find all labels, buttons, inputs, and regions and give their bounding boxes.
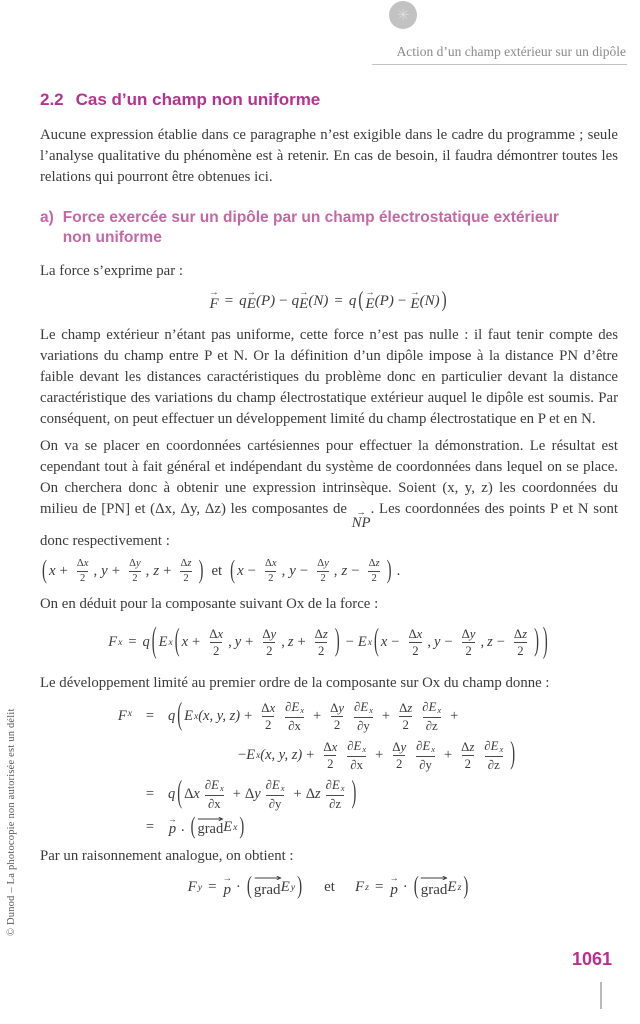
math-token: − (351, 563, 360, 580)
subsection-heading (40, 208, 618, 248)
rhs (168, 700, 462, 734)
paren: ( (246, 873, 252, 901)
math-token: + (163, 563, 172, 580)
paren: ) (198, 556, 204, 586)
vector-E: → E (299, 287, 309, 312)
subscript: x (168, 637, 173, 649)
math-token: z (341, 563, 348, 580)
math-token: = (334, 293, 343, 310)
math-token: − (299, 563, 309, 580)
math-token: y (433, 634, 441, 651)
vector-E: → E (410, 287, 420, 312)
math-token: q (168, 708, 176, 725)
math-token: = (128, 634, 137, 651)
fraction: $\frac{\Delta y}{2}$ (330, 700, 345, 733)
paren: ) (510, 737, 516, 772)
paren: ) (297, 873, 303, 901)
formula-fx-difference (40, 621, 618, 662)
lhs: F x (117, 708, 132, 725)
math-token: + (111, 563, 121, 580)
fraction: $\frac{\Delta z}{2}$ (368, 558, 380, 585)
math-token: q (239, 293, 247, 310)
paragraph-intro: Aucune expression établie dans ce paragraphe n’est exigible dans le cadre du programme ; seule l’analyse qualitative du phénomène est à retenir. En cas de besoin, il faudra démontrer toutes les relations qui pourront être obtenues ici. (40, 127, 618, 185)
derivation-row-3 (86, 778, 618, 812)
fraction: $\frac{\Delta y}{2}$ (317, 558, 329, 585)
formula-fz (354, 873, 470, 901)
math-token: , (228, 634, 232, 651)
equals: = (145, 818, 155, 835)
math-token: y (234, 634, 242, 651)
math-token: , (281, 563, 286, 580)
fraction: $\frac{\partial Ex}{\partial x}$ (347, 738, 367, 772)
math-token: E (447, 879, 457, 896)
math-token: + (312, 708, 322, 725)
paren: ( (151, 621, 157, 662)
section-title: Cas d’un champ non uniforme (75, 90, 321, 109)
fraction: $\frac{\Delta z}{2}$ (180, 558, 192, 585)
math-token: F (108, 634, 118, 651)
math-token: − (391, 634, 400, 651)
math-token: F (187, 879, 197, 896)
vector-arrow-icon: → (299, 287, 309, 298)
math-token: = (224, 293, 234, 310)
fraction: $\frac{\partial Ex}{\partial z}$ (422, 699, 442, 734)
text-run: . Les coordonnées des points P et N sont donc respectivement : (40, 500, 618, 550)
fraction: $\frac{\partial Ex}{\partial y}$ (265, 777, 285, 811)
subscript: z (365, 882, 369, 894)
subscript: x (193, 711, 199, 723)
fraction: $\frac{\Delta x}{2}$ (76, 558, 89, 585)
math-token: z (153, 563, 160, 580)
subscript: x (233, 821, 238, 833)
equals: = (145, 708, 155, 725)
paren: ( (373, 624, 379, 659)
paragraph-coordinates (40, 436, 618, 553)
math-token: + (245, 634, 254, 651)
fraction: $\frac{\Delta x}{2}$ (265, 558, 277, 585)
math-token: x (237, 563, 244, 580)
math-token: , (281, 634, 285, 651)
fraction: $\frac{\partial Ex}{\partial y}$ (354, 699, 373, 734)
vector-arrow-icon: → (168, 813, 177, 824)
math-token: + (192, 634, 201, 651)
paren: ) (334, 624, 340, 659)
math-token: , (427, 634, 431, 651)
vector-arrow-icon: → (365, 287, 375, 298)
vector-arrow-icon: ⟶ (420, 873, 449, 884)
subscript: z (457, 882, 462, 894)
vector-arrow-icon: ⟶ (253, 873, 282, 884)
paren: ( (177, 776, 183, 811)
fraction: $\frac{\Delta z}{2}$ (399, 700, 413, 733)
math-token: , (145, 563, 150, 580)
paragraph-analogy: Par un raisonnement analogue, on obtient : (40, 847, 294, 864)
math-token: + (244, 708, 253, 725)
paren: ( (190, 812, 196, 840)
page-edge-mark (600, 982, 602, 1009)
math-token: Δ (305, 786, 316, 803)
math-token: + (232, 786, 241, 803)
fraction: $\frac{\partial Ex}{\partial x}$ (285, 699, 304, 734)
math-token: Δ (184, 786, 194, 803)
rhs (168, 812, 246, 840)
math-token: . (180, 818, 185, 835)
paren: ) (351, 776, 357, 811)
math-token: z (315, 786, 321, 803)
math-token: x (193, 786, 200, 803)
math-token: F (354, 879, 365, 896)
vector-arrow-icon: → (222, 873, 232, 884)
derivation-row-1 (86, 700, 618, 734)
fraction: $\frac{\Delta x}{2}$ (209, 626, 224, 659)
math-token: + (59, 563, 68, 580)
math-token: E (158, 634, 168, 651)
math-token: y (101, 563, 108, 580)
math-token: + (297, 634, 306, 651)
vector-grad: ⟶ grad (196, 813, 224, 838)
derivation-row-2 (238, 739, 618, 773)
page-number: 1061 (571, 949, 612, 969)
text-run: On va se placer en coordonnées cartésiennes pour effectuer la démonstration. Le résultat est cependant tout à fait général et indépendant du système de coordonnées dans lequel on se place. On cherchera donc à obtenir une expression intrinsèque. Soient (x, y, z) les coordonnées du milieu de [PN] et (Δx, Δy, Δz) les composantes de (40, 437, 618, 517)
math-token: et (324, 879, 335, 896)
math-token: + (306, 747, 315, 764)
fraction: $\frac{\Delta y}{2}$ (392, 739, 407, 772)
paragraph-force-intro: La force s’exprime par : (40, 262, 183, 279)
vector-p: → p (389, 873, 399, 898)
chapter-ornament-icon (389, 1, 417, 29)
math-token: + (443, 747, 453, 764)
math-token: (N) (419, 293, 440, 310)
subscript: x (256, 750, 261, 762)
math-token: q (142, 634, 150, 651)
fraction: $\frac{\Delta x}{2}$ (261, 700, 276, 733)
math-token: + (381, 708, 391, 725)
vector-F: → F (209, 287, 219, 312)
copyright-sidebar: © Dunod – La photocopie non autorisée est un délit (6, 708, 17, 936)
math-token: − (279, 293, 288, 310)
math-token: − (444, 634, 453, 651)
fraction: $\frac{\Delta y}{2}$ (129, 558, 141, 585)
fraction: $\frac{\Delta z}{2}$ (461, 739, 475, 772)
math-token: (x, y, z) (198, 708, 241, 725)
derivation-row-4 (86, 812, 618, 840)
formula-fy (187, 873, 305, 901)
paren: ) (534, 624, 539, 659)
vector-arrow-icon: → (246, 287, 256, 298)
paren: ( (358, 289, 364, 313)
vector-arrow-icon: → (389, 873, 399, 884)
subscript: x (367, 637, 372, 649)
subscript: y (290, 882, 296, 894)
subscript: x (118, 637, 123, 649)
fraction: $\frac{\Delta z}{2}$ (314, 626, 328, 659)
math-token: (N) (308, 293, 329, 310)
formula-point-coordinates (40, 558, 618, 586)
rhs (168, 778, 358, 812)
math-token: q (168, 786, 176, 803)
formula-force-vector (40, 287, 618, 313)
paren: ) (386, 556, 392, 586)
fraction: $\frac{\partial Ex}{\partial z}$ (484, 738, 504, 772)
math-token: , (333, 563, 338, 580)
subsection-label: a) (40, 209, 54, 226)
math-token: + (450, 708, 459, 725)
paren: ( (42, 556, 47, 586)
math-token: et (211, 563, 223, 580)
math-token: x (48, 563, 56, 580)
vector-E: → E (246, 287, 256, 312)
math-token: = (208, 879, 217, 896)
math-token: q (291, 293, 300, 310)
fraction: $\frac{\partial Ex}{\partial z}$ (325, 777, 345, 811)
math-token: − (238, 747, 247, 764)
fraction: $\frac{\Delta y}{2}$ (262, 626, 277, 659)
math-token: (P) (374, 293, 394, 310)
math-token: E (184, 708, 193, 725)
vector-p: → p (168, 813, 177, 838)
math-token: (P) (255, 293, 276, 310)
shutter-icon: ✳ (396, 5, 410, 24)
math-token: x (380, 634, 388, 651)
math-token: (x, y, z) (260, 747, 303, 764)
paren: ) (239, 812, 245, 840)
math-token: , (480, 634, 485, 651)
paren: ( (413, 873, 419, 901)
math-token: z (287, 634, 294, 651)
math-token: E (280, 879, 290, 896)
math-token: q (348, 293, 357, 310)
equals: = (145, 786, 155, 803)
paren: ( (177, 698, 183, 733)
math-token: · (402, 879, 408, 896)
fraction: $\frac{\partial Ex}{\partial y}$ (416, 738, 435, 772)
math-token: − (345, 634, 354, 651)
math-token: , (93, 563, 98, 580)
formula-fy-fz (40, 873, 618, 901)
math-token: y (289, 563, 296, 580)
section-number: 2.2 (40, 90, 64, 109)
fraction: $\frac{\partial Ex}{\partial x}$ (204, 777, 224, 811)
math-token: z (487, 634, 493, 651)
math-token: E (357, 634, 367, 651)
paragraph-deduce: On en déduit pour la composante suivant Ox de la force : (40, 595, 379, 612)
vector-p: → p (222, 873, 232, 898)
running-header: Action d’un champ extérieur sur un dipôle (396, 44, 626, 59)
vector-E: → E (365, 287, 375, 312)
paren: ( (174, 624, 180, 659)
header-rule (372, 64, 627, 65)
vector-arrow-icon: ⟶ (196, 813, 224, 824)
vector-grad: ⟶ grad (253, 873, 282, 898)
paren: ) (441, 289, 447, 313)
paragraph-field: Le champ extérieur n’étant pas uniforme, cette force n’est pas nulle : il faut tenir compte des variations du champ entre P et N. Or la définition d’un dipôle impose à la distance PN d’être faible devant les distances caractéristiques du problème donc en particulier devant la distance caractéristique des variations du champ électrostatique extérieur auquel le dipôle est soumis. Par conséquent, on peut effectuer un développement limité du champ électrostatique en P et en N. (40, 326, 618, 427)
math-token: − (247, 563, 256, 580)
paren: ) (463, 873, 469, 901)
vector-arrow-icon: → (410, 287, 420, 298)
math-token: · (235, 879, 241, 896)
math-token: E (246, 747, 256, 764)
math-token: E (223, 818, 233, 835)
math-token: = (374, 879, 384, 896)
math-token: + (293, 786, 302, 803)
paragraph-expansion: Le développement limité au premier ordre de la composante sur Ox du champ donne : (40, 674, 550, 691)
paren: ( (230, 556, 236, 586)
subscript: y (197, 882, 203, 894)
fraction: $\frac{\Delta x}{2}$ (408, 626, 423, 659)
fraction: $\frac{\Delta y}{2}$ (461, 626, 476, 659)
math-token: x (181, 634, 188, 651)
subsection-title: Force exercée sur un dipôle par un champ électrostatique extérieur non uniforme (62, 209, 559, 246)
math-token: y (254, 786, 261, 803)
vector-NP: → NP (351, 506, 371, 531)
vector-arrow-icon: → (356, 506, 366, 517)
section-heading (40, 90, 618, 110)
math-token: + (375, 747, 384, 764)
rhs (238, 739, 517, 773)
page-content (40, 90, 618, 909)
vector-arrow-icon: → (209, 287, 219, 298)
fraction: $\frac{\Delta x}{2}$ (323, 739, 338, 772)
math-token: Δ (244, 786, 255, 803)
paren: ) (542, 621, 548, 662)
fraction: $\frac{\Delta z}{2}$ (513, 626, 528, 659)
math-token: − (397, 293, 407, 310)
derivation-block (86, 700, 618, 838)
math-token: . (396, 563, 401, 580)
vector-grad: ⟶ grad (420, 873, 449, 898)
math-token: − (496, 634, 505, 651)
